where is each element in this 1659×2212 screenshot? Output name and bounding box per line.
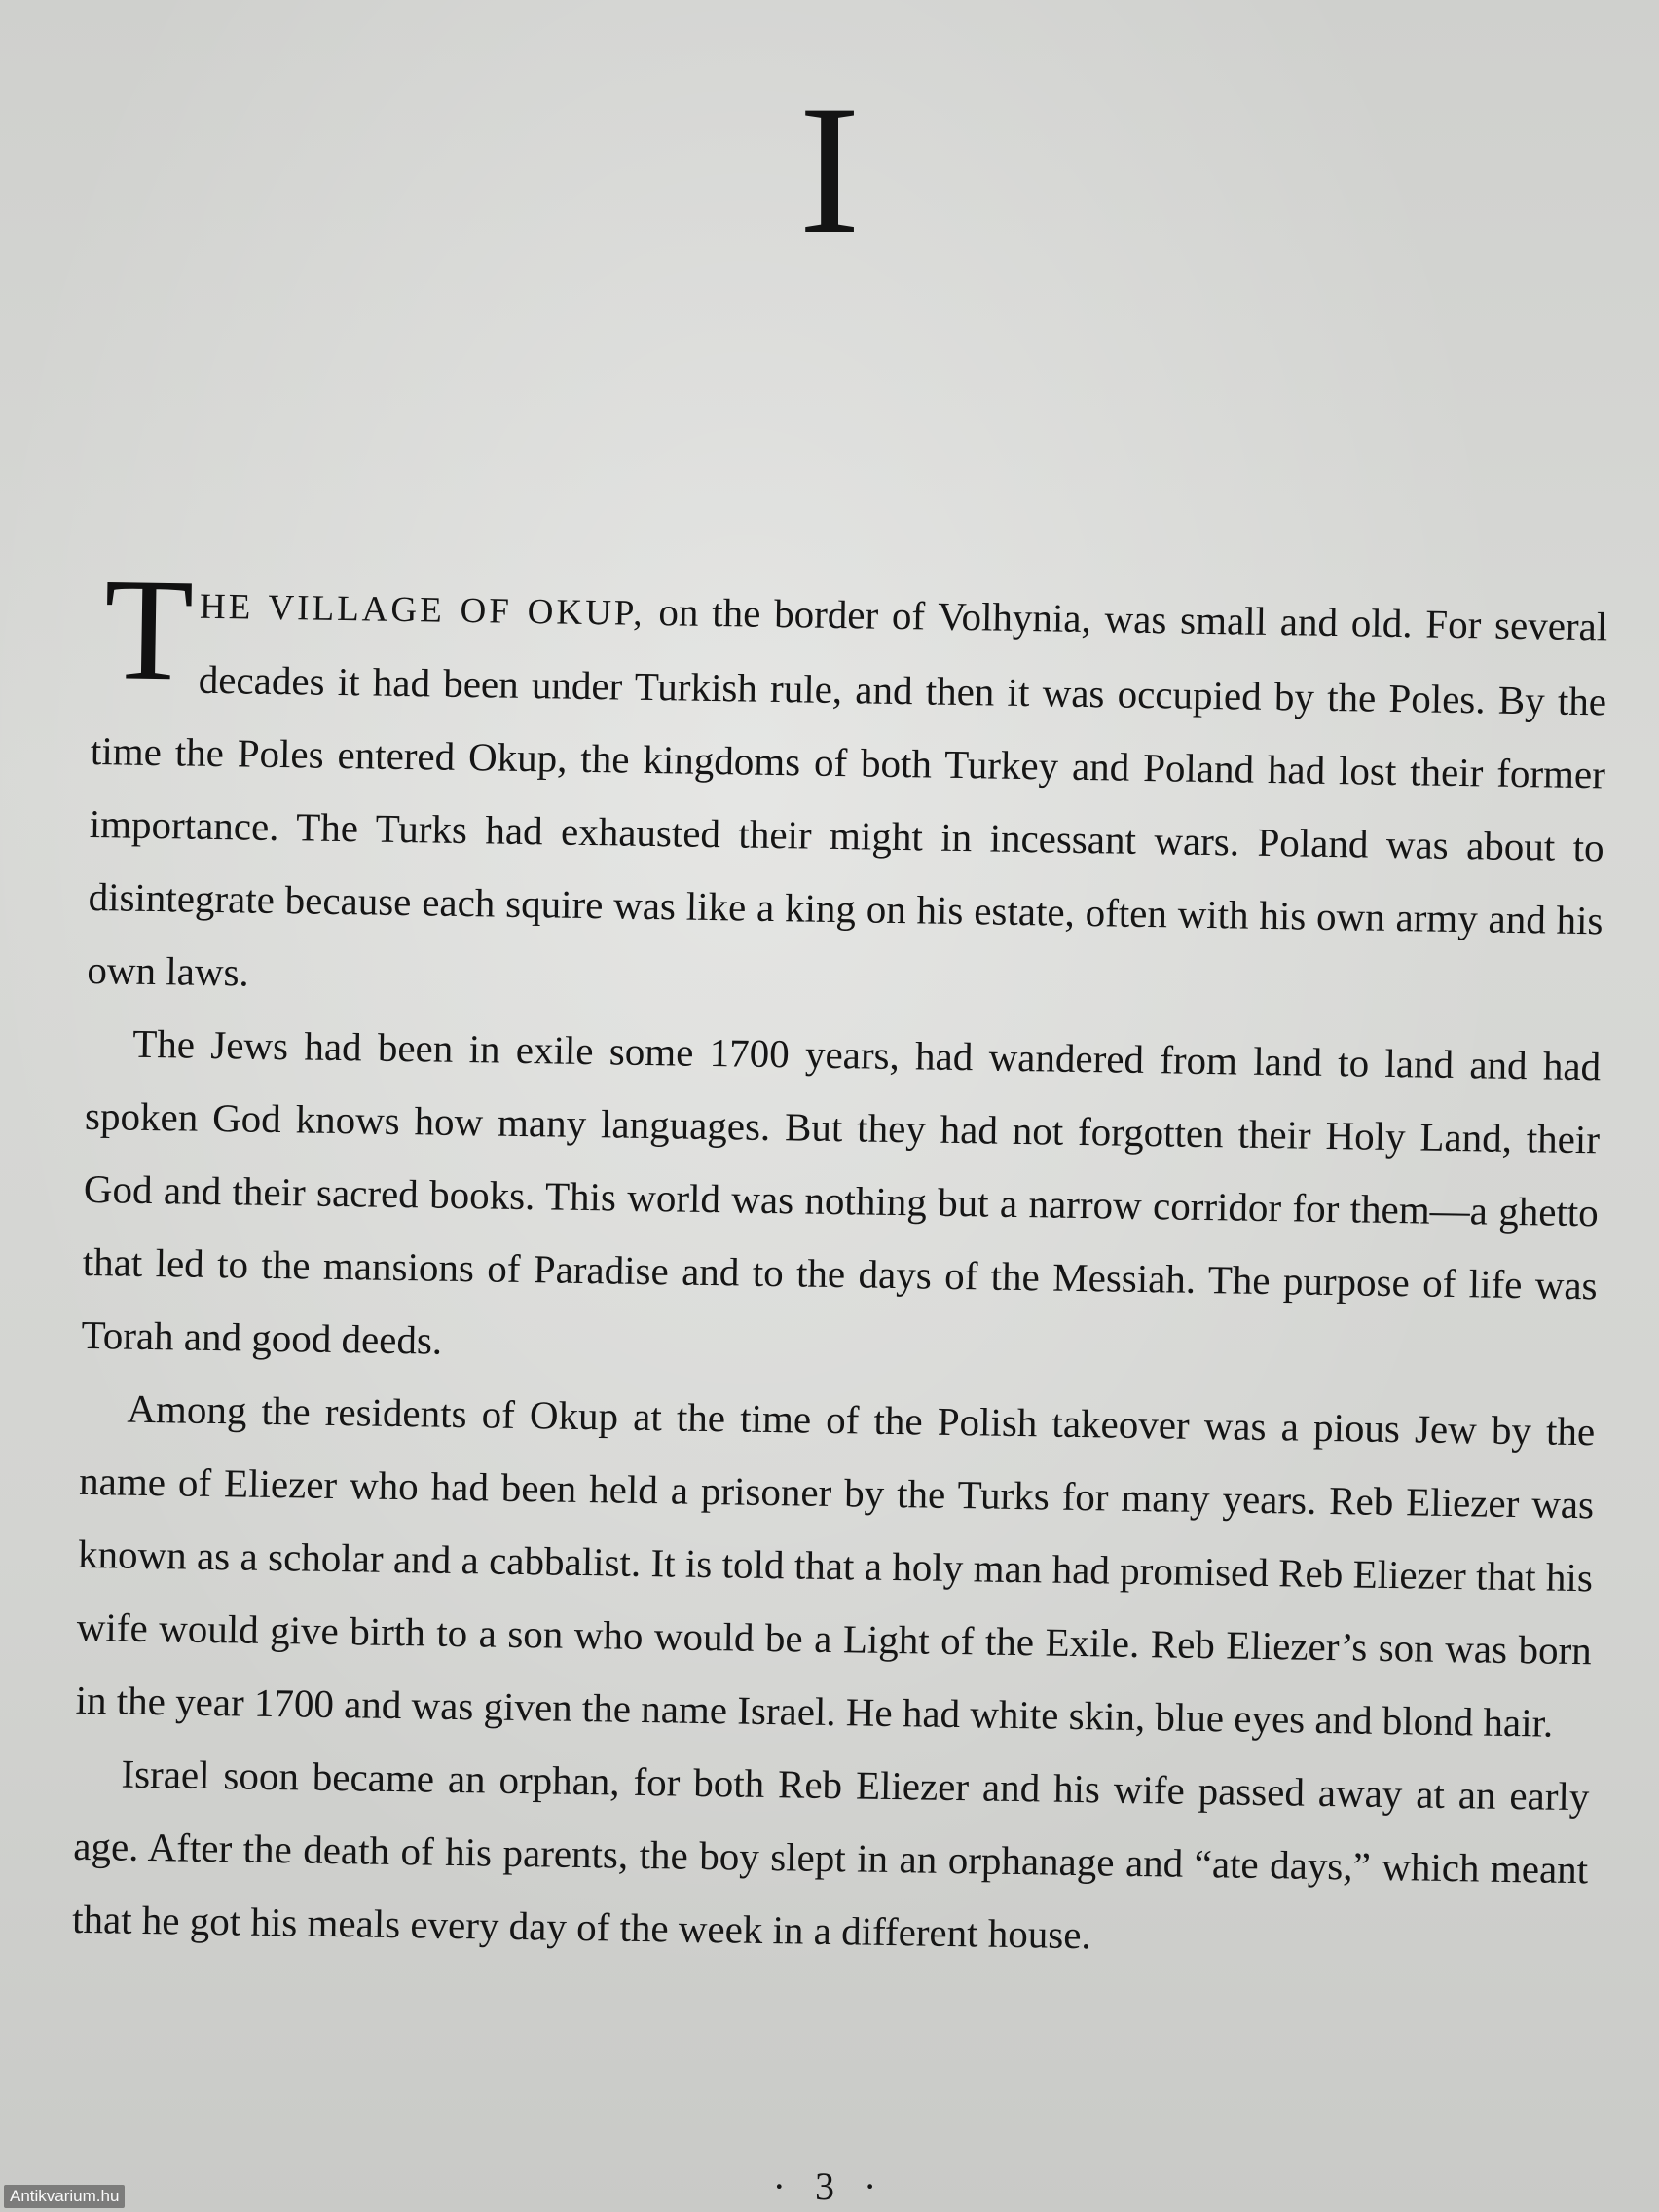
opening-small-caps: HE VILLAGE OF OKUP, (199, 586, 645, 634)
drop-cap-letter: T (102, 548, 195, 712)
paragraph-3: Among the residents of Okup at the time of the Polish takeover was a pious Jew by the name of Eliezer who had been held a prisoner by the Turks for many years. Reb Eliezer was known as a scholar and a cabbalist. It is told that a holy man had promised Reb Eliezer that his wife would give birth to a son who would be a Light of the Exile. Reb Eliezer’s son was born in the year 1700 and was given the name Israel. He had white skin, blue eyes and blond hair. (75, 1385, 1596, 1746)
paragraph-4: Israel soon became an orphan, for both Reb Eliezer and his wife passed away at an early age. After the death of his parents, the boy slept in an orphanage and “ate days,” which meant that he got his meals every day of the week in a different house. (71, 1751, 1590, 1958)
paragraph-1 (87, 548, 1608, 1030)
watermark-label: Antikvarium.hu (4, 2185, 125, 2208)
page-number: · 3 · (772, 2164, 887, 2208)
paragraph-1-text: on the border of Volhynia, was small and old. For several decades it had been under Turkish rule, and then it was occupied by the Poles. By the time the Poles entered Okup, the kingdoms of both Turkey and Poland had lost their former importance. The Turks had exhausted their might in incessant wars. Poland was about to disintegrate because each squire was like a king on his estate, often with his own army and his own laws. (87, 588, 1608, 995)
chapter-number: I (798, 68, 861, 273)
body-text (71, 548, 1608, 1979)
paragraph-2: The Jews had been in exile some 1700 years, had wandered from land to land and had spoken God knows how many languages. But they had not forgotten their Holy Land, their God and their sacred books. This world was nothing but a narrow corridor for them—a ghetto that led to the mansions of Paradise and to the days of the Messiah. The purpose of life was Torah and good deeds. (81, 1020, 1602, 1363)
